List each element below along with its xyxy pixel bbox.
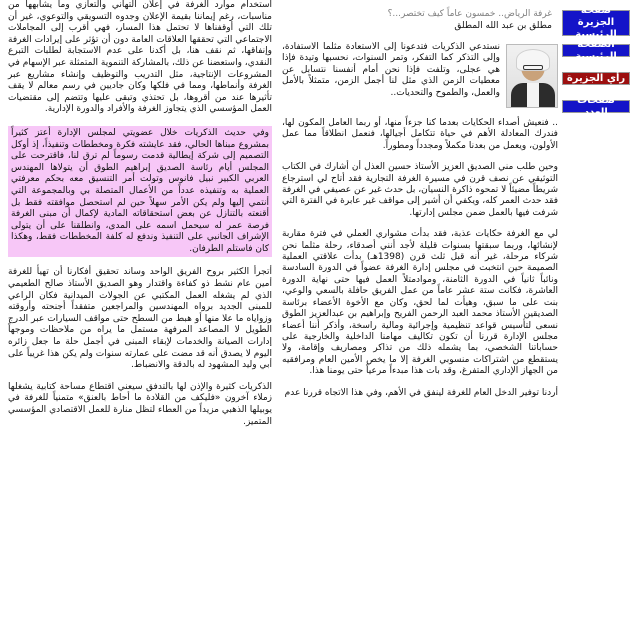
article-paragraph: وحين طلب مني الصديق العزيز الأستاذ حسين العذل أن أشارك في الكتاب التوثيقي عن نصف قرن في مسيرة الغرفة التجارية فقد أتاح لي استرجاع شريطاً مضيئاً لا تمحوه ذاكرة النسيان، بل حدث غير عن عصيفي في الغرفة فقد حدث العمر كله، ويكفي أن أشير إلى مواقف غير عابرة في الفترة التي شرفت فيها بالعمل ضمن مجلس إدارتها. — [282, 162, 558, 218]
author-photo-shirt — [527, 83, 539, 108]
article-author: مطلق بن عبد الله المطلق — [454, 21, 552, 31]
author-photo-glasses — [523, 65, 543, 70]
nav-home-button[interactable]: الصفحة الرئيسية — [562, 44, 630, 57]
nav-home-main-button[interactable]: صفحة الجزيرة الرئيسية — [562, 10, 630, 36]
article-paragraph: أردنا توفير الدخل العام للغرفة لينفق في الأهم، وفي هذا الاتجاه قررنا عدم — [284, 387, 558, 398]
article-paragraph: أتجرأ الكثير بروح الفريق الواحد وساند تحقيق أفكارنا أن تهيأ للغرفة أمين عام نشط ذو كفاءة واقتدار وهو الصديق الأستاذ صالح الطعيمي الذي لم يشغله العمل المكتبي عن الجولات الميدانية فكان الراعي للمبنى الجديد برواه المهندسين والمراجعين متفقداً أجنحته وأروقته وزواياه ما علا منها أو هبط من السطح حتى مواقف السيارات عبر الدرج الطويل لا المصاعد المرفهة مستمل ما يراه من ملاحظات وموجهاً إدارات الصيانة والخدمات لإبقاء المبنى في أجمل حلة ما جعل زائره اليوم لا يصدق أنه قد مضت على عمارته سنوات ولم يكن هذا غريباً على أبي وليد المشهود له بالدقة والانضباط. — [8, 267, 272, 371]
article-column-right — [282, 8, 558, 399]
article-paragraph: الذكريات كثيرة والإذن لها بالتدفق سيعني اقتطاع مساحة كتابية يشغلها زملاء آخرون «فليكف من القلادة ما أحاط بالعنق» متمنياً للغرفة في يوبيلها الذهبي مزيداً من العطاء لتظل منارة للعمل الاقتصادي المؤسسي المتميز. — [8, 381, 272, 427]
article-paragraph: لي مع الغرفة حكايات عذبة، فقد بدأت مشواري العملي في فترة مقاربة لإنشائها، وربما سبقتها بسنوات قليلة لأجد أنني أصدقاء، رحلة مثلما نحن شركاء مرحلة، غير أنه قبل ثلث قرن (1398هـ) بدأت علاقتي العملية الصميمة حين انتخبت في مجلس إدارة الغرفة عضواً في الدورة السادسة ونائباً ثانياً في الدورة الثامنة، وموادمتلاً العمل فيها حتى نهاية الدورة العاشرة، فكانت ستة عشر عاماً من عمل الفريق حافلة بالسعي والوعي، بنت على ما سبق، وهيأت لما لحق، وكان مع الأخوة الأعضاء برئاسة الصديقين الأستاذ محمد العبد الرحمن الفريح وإبراهيم بن عبدالعزيز الطوق نسعى لتأسيس قواعد تنظيمية وإجرائية ومالية راسخة، وأذكر أننا أعضاء مجلس الإدارة قررنا أن تكون تكاليف مهامنا الداخلية والخارجية على حساباتنا الشخصي، بما يشمله ذلك من تذاكر ومصاريف وإقامة، ولا يستقطع من اشتراكات منسوبي الغرفة إلا ما يخص الأمين العام ومرافقيه من الجهاز الإداري المتفرغ، وقد بات هذا مبدءاً مرعياً حتى يومنا هذا. — [282, 229, 558, 377]
nav-issue-pages-button[interactable]: صفحات العدد — [562, 100, 630, 113]
site-nav — [562, 5, 630, 128]
article-paragraph-highlighted: وفي حديث الذكريات خلال عضويتي لمجلس الإدارة أعتز كثيراً بمشروع مبناها الحالي، فقد عايشته فكرة ومخططات وتنفيذاً، إذ أوكل التصميم إلى شركة إيطالية قدمت رسوماً لم ترق لنا، فاقترحت على المجلس أيام رئاسة الصديق إبراهيم الطوق أن يتولاها المهندس العربي الكبير نبيل فانوس وتولت أمر التنسيق معه بحكم معرفتي العملية به وتنفيذه عدداً من الأعمال المتصلة بي وبالمجموعة التي أنتمي إليها ولم يكن الأمر سهلاً حين لم استحصل موافقته فقط بل أقنعته بالتنازل عن بعض استحقاقاته المادية لإكمال أن مبنى الغرفة فرصة عمر له سيحمل اسمه على المدى، وانطلقنا على أن يتولى الإشراف الجانبي على التنفيذ وندفع له كلفة المخططات فقط، وهكذا كان فاستلم الطرفان. — [8, 126, 272, 258]
article-paragraph: .. فنعيش أصداء الحكايات بعدما كنا جزءاً منها، أو ربما العامل المكون لها، فندرك المعادلة الأهم في حياة تتكامل أجيالها، فنعمل انطلاقاً مما عمل الأولون، ويعمل من بعدنا مكملاً ومجدداً ومطوراً. — [282, 118, 558, 151]
article-paragraph: استخدام موارد الغرفة في إعلان التهاني والتعازي وما يشابهها من مناسبات، رغم إيماننا بقيمة الإعلان وجدوه التسويقي والتوعوي، غير أن تلك التي أوقفناها لا تحتمل هذا المسار، فهي أقرب إلى المجاملات الاجتماعي التي تحققها العلاقات العامة دون أن تؤثر على إيرادات الغرفة وإنفاقها، ثم نقف هنا، بل أكدنا على عدم الاستجابة لطلبات التبرع النقدي، واستعضنا عن ذلك، بالمشاركة التنموية المتمثلة عبر الإسهام في المشروعات الإنتاجية، مثل التدريب والتوظيف وإنشاء مشاريع عبر الغرفة وأنماطها، ومما في فلكها وكان جاديين في رسم معالم لا يقف تأثيرها عند من أقروها، بل تحتذي وتبقى عليها وتتضم إلى مقتضيات العمل المؤسسي الذي يتجاوز الغرفة والأفراد والدورة الإدارية. — [8, 0, 272, 115]
article-subtitle: غرفة الرياض.. خمسون عاماً كيف تختصر...؟ — [387, 9, 552, 19]
nav-opinion-button[interactable]: رأي الجزيرة — [562, 72, 630, 85]
article-column-left — [8, 0, 272, 438]
article-paragraph: نستدعي الذكريات فتدعونا إلى الاستعادة مثلما الاستفادة، وإلى التذكر كما التفكر، وتمر السنوات، نحسبها وتيدة فإذا هي عجلى، وتلفت فإذا نحن أمام أنفسنا نتسابل عن معطيات الزمن الذي مثل لنا أجمل الزمن، متمثلاً بالأمل والعمل، والطموح والتحديات.. — [282, 42, 500, 98]
article-intro — [282, 42, 558, 108]
author-photo — [506, 44, 558, 108]
